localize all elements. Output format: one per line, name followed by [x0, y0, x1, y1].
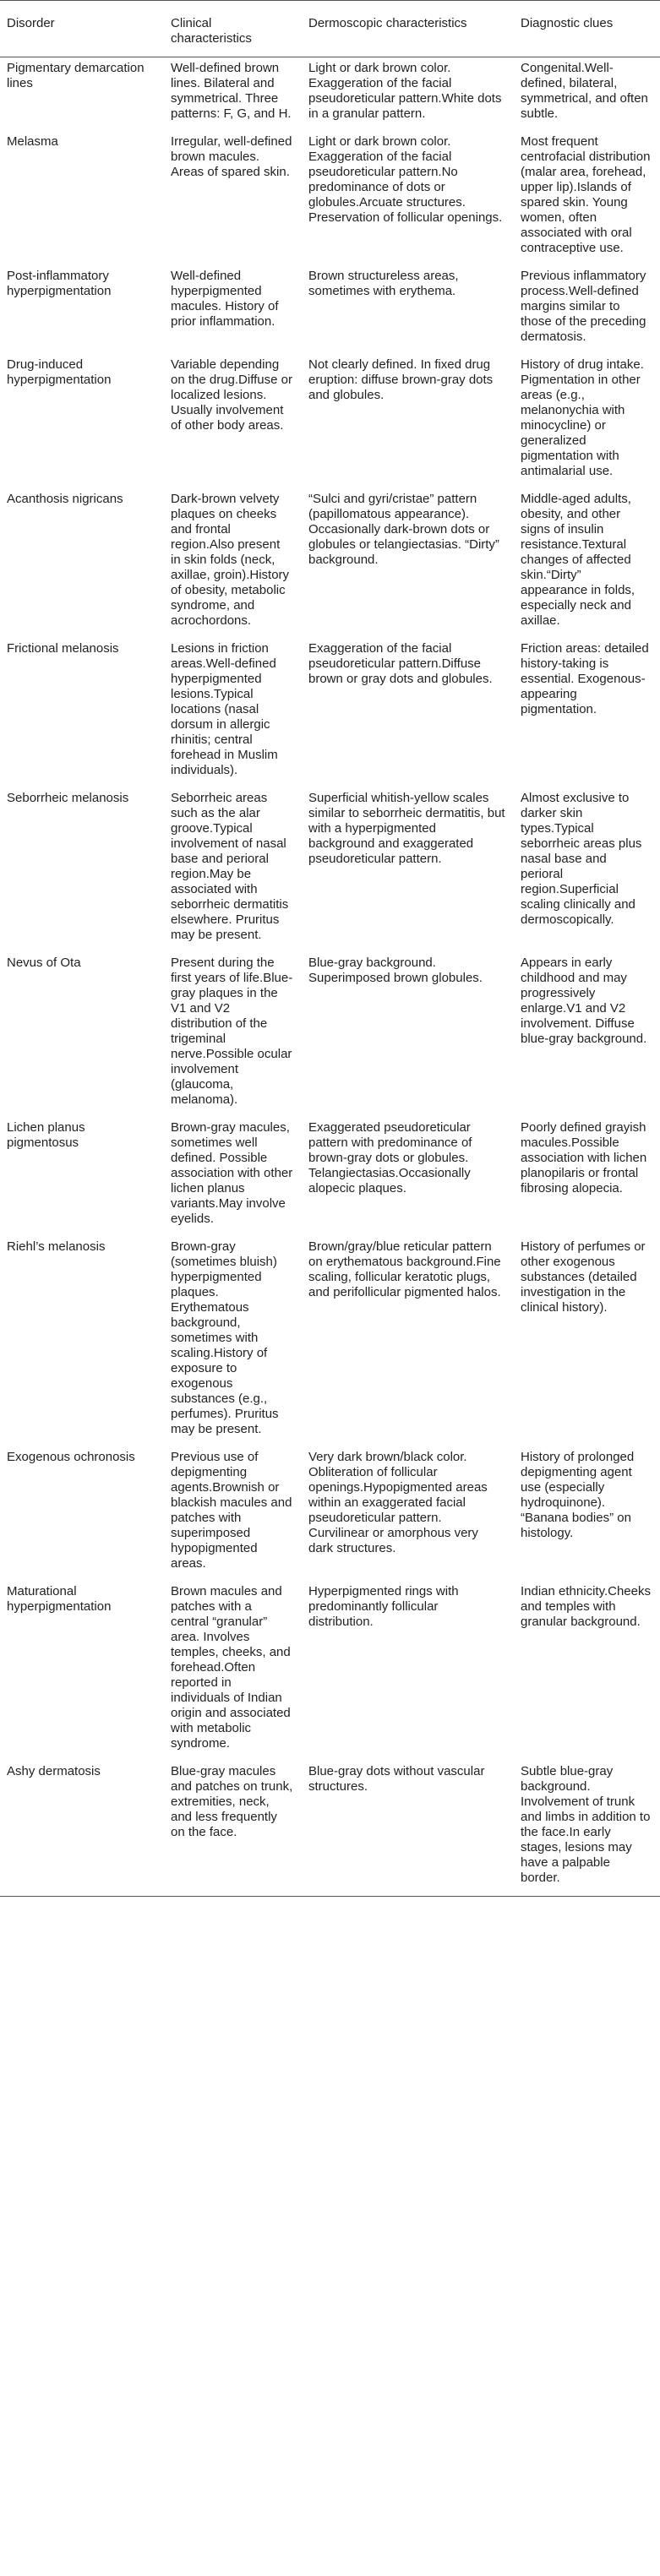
cell-dermoscopic: Very dark brown/black color. Obliteration of follicular openings.Hypopigmented areas within an exaggerated facial pseudoreticular pattern. Curvilinear or amorphous very dark structures. [308, 1450, 488, 1555]
cell-clinical: Well-defined brown lines. Bilateral and symmetrical. Three patterns: F, G, and H. [171, 61, 292, 121]
cell-diagnostic: Appears in early childhood and may progressively enlarge.V1 and V2 involvement. Diffuse blue-gray background. [521, 956, 647, 1046]
cell-disorder: Maturational hyperpigmentation [7, 1584, 112, 1614]
cell-disorder: Seborrheic melanosis [7, 791, 129, 805]
header-diagnostic-clues: Diagnostic clues [514, 1, 660, 57]
cell-clinical: Lesions in friction areas.Well-defined hyperpigmented lesions.Typical locations (nasal dorsum in allergic rhinitis; central forehead in Muslim individuals). [171, 641, 278, 777]
cell-dermoscopic: Exaggeration of the facial pseudoreticular pattern.Diffuse brown or gray dots and globules. [308, 641, 493, 686]
table-row [0, 1762, 660, 1897]
table-row [0, 132, 660, 266]
header-disorder: Disorder [0, 1, 164, 57]
cell-disorder: Lichen planus pigmentosus [7, 1120, 85, 1150]
cell-diagnostic: Previous inflammatory process.Well-defined margins similar to those of the preceding dermatosis. [521, 269, 646, 344]
cell-dermoscopic: Superficial whitish-yellow scales similar to seborrheic dermatitis, but with a hyperpigmented background and exaggerated pseudoreticular pattern. [308, 791, 505, 866]
cell-clinical: Blue-gray macules and patches on trunk, extremities, neck, and less frequently on the face. [164, 1762, 302, 1897]
cell-clinical: Brown macules and patches with a central “granular” area. Involves temples, cheeks, and forehead.Often reported in individuals of Indian origin and associated with metabolic syndrome. [171, 1584, 291, 1751]
cell-dermoscopic: Brown/gray/blue reticular pattern on erythematous background.Fine scaling, follicular keratotic plugs, and perifollicular pigmented halos. [308, 1239, 501, 1299]
cell-dermoscopic: Hyperpigmented rings with predominantly follicular distribution. [308, 1584, 459, 1629]
cell-clinical: Previous use of depigmenting agents.Brownish or blackish macules and patches with superimposed hypopigmented areas. [171, 1450, 292, 1571]
header-clinical-characteristics: Clinical characteristics [164, 1, 302, 57]
table-row [0, 788, 660, 953]
table-row [0, 355, 660, 489]
cell-dermoscopic: Light or dark brown color. Exaggeration of the facial pseudoreticular pattern.White dots in a granular pattern. [308, 61, 502, 121]
cell-diagnostic: History of perfumes or other exogenous substances (detailed investigation in the clinical history). [521, 1239, 646, 1315]
table-row [0, 57, 660, 133]
table-row [0, 639, 660, 788]
cell-diagnostic: History of prolonged depigmenting agent use (especially hydroquinone). “Banana bodies” on histology. [521, 1450, 635, 1540]
cell-diagnostic: History of drug intake. Pigmentation in other areas (e.g., melanonychia with minocycline) or generalized pigmentation with antimalarial use. [521, 357, 644, 478]
cell-clinical: Variable depending on the drug.Diffuse or localized lesions. Usually involvement of other body areas. [171, 357, 292, 433]
header-dermoscopic-characteristics: Dermoscopic characteristics [302, 1, 514, 57]
cell-diagnostic: Subtle blue-gray background. Involvement of trunk and limbs in addition to the face.In early stages, lesions may have a palpable border. [514, 1762, 660, 1897]
cell-clinical: Brown-gray (sometimes bluish) hyperpigmented plaques. Erythematous background, sometimes with scaling.History of exposure to exogenous substances (e.g., perfumes). Pruritus may be present. [171, 1239, 279, 1436]
cell-diagnostic: Poorly defined grayish macules.Possible association with lichen planopilaris or frontal fibrosing alopecia. [521, 1120, 647, 1195]
cell-dermoscopic: Not clearly defined. In fixed drug eruption: diffuse brown-gray dots and globules. [308, 357, 494, 402]
cell-dermoscopic: Light or dark brown color. Exaggeration of the facial pseudoreticular pattern.No predominance of dots or globules.Arcuate structures. Preservation of follicular openings. [308, 134, 503, 225]
cell-clinical: Irregular, well-defined brown macules. Areas of spared skin. [171, 134, 292, 179]
table-row [0, 1582, 660, 1762]
cell-disorder: Nevus of Ota [7, 956, 81, 970]
cell-dermoscopic: “Sulci and gyri/cristae” pattern (papillomatous appearance). Occasionally dark-brown dots or globules or telangiectasias. “Dirty” background. [308, 492, 499, 567]
cell-disorder: Riehl’s melanosis [7, 1239, 106, 1254]
table-row [0, 489, 660, 639]
cell-clinical: Dark-brown velvety plaques on cheeks and frontal region.Also present in skin folds (neck, axillae, groin).History of obesity, metabolic syndrome, and acrochordons. [171, 492, 290, 628]
cell-clinical: Well-defined hyperpigmented macules. History of prior inflammation. [171, 269, 279, 329]
cell-disorder: Frictional melanosis [7, 641, 119, 656]
cell-disorder: Exogenous ochronosis [7, 1450, 135, 1464]
cell-disorder: Post-inflammatory hyperpigmentation [7, 269, 112, 298]
table-row [0, 953, 660, 1118]
cell-disorder: Acanthosis nigricans [7, 492, 123, 506]
table-row [0, 1118, 660, 1237]
cell-clinical: Seborrheic areas such as the alar groove.Typical involvement of nasal base and perioral region.May be associated with seborrheic dermatitis elsewhere. Pruritus may be present. [171, 791, 289, 942]
cell-disorder: Pigmentary demarcation lines [7, 61, 145, 90]
cell-dermoscopic: Exaggerated pseudoreticular pattern with predominance of brown-gray dots or globules. Telangiectasias.Occasionally alopecic plaques. [308, 1120, 472, 1195]
cell-diagnostic: Almost exclusive to darker skin types.Typical seborrheic areas plus nasal base and perioral region.Superficial scaling clinically and dermoscopically. [521, 791, 642, 927]
cell-disorder: Drug-induced hyperpigmentation [7, 357, 112, 387]
table-row [0, 266, 660, 355]
table-row [0, 1447, 660, 1582]
cell-dermoscopic: Blue-gray dots without vascular structures. [302, 1762, 514, 1897]
cell-diagnostic: Middle-aged adults, obesity, and other signs of insulin resistance.Textural changes of affected skin.“Dirty” appearance in folds, especially neck and axillae. [521, 492, 635, 628]
cell-diagnostic: Most frequent centrofacial distribution (malar area, forehead, upper lip).Islands of spared skin. Young women, often associated with oral contraceptive use. [521, 134, 651, 255]
cell-diagnostic: Indian ethnicity.Cheeks and temples with granular background. [521, 1584, 651, 1629]
cell-dermoscopic: Blue-gray background. Superimposed brown globules. [308, 956, 483, 985]
cell-clinical: Present during the first years of life.Blue-gray plaques in the V1 and V2 distribution of the trigeminal nerve.Possible ocular involvement (glaucoma, melanoma). [171, 956, 293, 1107]
cell-disorder: Ashy dermatosis [0, 1762, 164, 1897]
cell-clinical: Brown-gray macules, sometimes well defined. Possible association with other lichen planus variants.May involve eyelids. [171, 1120, 293, 1226]
cell-diagnostic: Congenital.Well-defined, bilateral, symmetrical, and often subtle. [521, 61, 648, 121]
table-row [0, 1237, 660, 1447]
cell-diagnostic: Friction areas: detailed history-taking is essential. Exogenous-appearing pigmentation. [521, 641, 649, 716]
cell-dermoscopic: Brown structureless areas, sometimes with erythema. [308, 269, 459, 298]
cell-disorder: Melasma [7, 134, 58, 149]
table-header-row [0, 1, 660, 57]
